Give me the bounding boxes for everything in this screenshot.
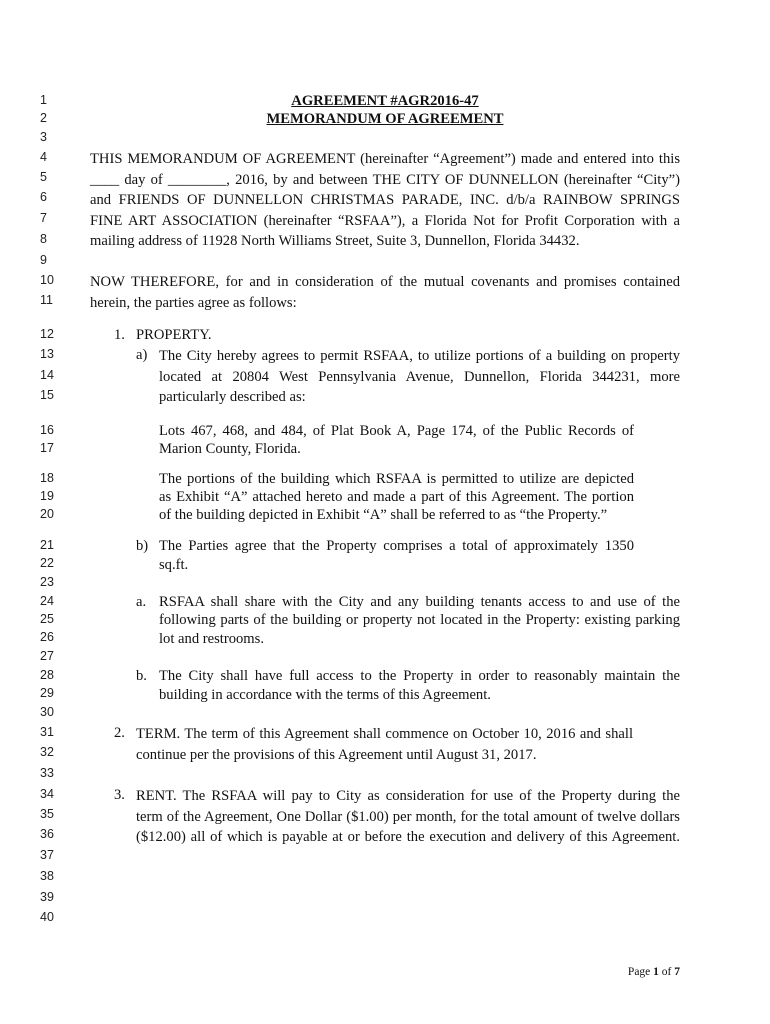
section-1-number: 1.: [114, 327, 125, 343]
intro-line: THIS MEMORANDUM OF AGREEMENT (hereinafter “Agreement”) made and entered into this: [90, 151, 680, 167]
line-number: 33: [40, 766, 54, 780]
line-number: 12: [40, 327, 54, 341]
line-number: 2: [40, 111, 47, 125]
intro-line: ____ day of ________, 2016, by and between THE CITY OF DUNNELLON (hereinafter “City”): [90, 171, 680, 188]
intro-line: mailing address of 11928 North Williams Street, Suite 3, Dunnellon, Florida 34432.: [90, 233, 580, 249]
portions-paragraph: [159, 470, 634, 524]
legal-description: [159, 422, 634, 458]
document-subtitle: MEMORANDUM OF AGREEMENT: [266, 111, 504, 127]
line-number: 19: [40, 489, 54, 503]
line-number: 25: [40, 612, 54, 626]
legal-description-line: Marion County, Florida.: [159, 441, 301, 457]
rent-line: term of the Agreement, One Dollar ($1.00) per month, for the total amount of twelve dollars: [136, 808, 680, 825]
item-b-marker: b): [136, 538, 149, 554]
term-line: TERM. The term of this Agreement shall commence on October 10, 2016 and shall: [136, 726, 633, 742]
subitem-b-marker: b.: [136, 668, 147, 684]
portions-line: as Exhibit “A” attached hereto and made a part of this Agreement. The portion: [159, 489, 634, 505]
subitem-b-line: building in accordance with the terms of this Agreement.: [159, 686, 491, 703]
line-number: 14: [40, 368, 54, 382]
section-1-heading: PROPERTY.: [136, 327, 212, 343]
line-number: 30: [40, 705, 54, 719]
page-number: 1: [653, 966, 659, 978]
item-a-marker: a): [136, 347, 148, 363]
line-number: 15: [40, 388, 54, 402]
line-number: 3: [40, 130, 47, 144]
line-number: 16: [40, 423, 54, 437]
line-number: 20: [40, 507, 54, 521]
subitem-b-paragraph: [159, 667, 680, 704]
item-a-line: located at 20804 West Pennsylvania Avenue, Dunnellon, Florida 344231, more: [159, 368, 680, 385]
page-word: Page: [627, 966, 651, 978]
section-2-number: 2.: [114, 725, 125, 741]
line-number: 40: [40, 910, 54, 924]
line-number: 36: [40, 827, 54, 841]
line-number: 8: [40, 232, 47, 246]
item-a-line: particularly described as:: [159, 389, 306, 405]
section-3-number: 3.: [114, 787, 125, 803]
line-number: 5: [40, 170, 47, 184]
subitem-a-line: lot and restrooms.: [159, 630, 264, 647]
item-b-line: The Parties agree that the Property comprises a total of approximately 1350: [159, 538, 634, 554]
of-word: of: [661, 966, 672, 978]
item-b-paragraph: [159, 537, 634, 574]
line-number: 9: [40, 253, 47, 267]
line-number: 32: [40, 745, 54, 759]
intro-line: FINE ART ASSOCIATION (hereinafter “RSFAA”), a Florida Not for Profit Corporation with a: [90, 212, 680, 229]
portions-line: The portions of the building which RSFAA is permitted to utilize are depicted: [159, 471, 634, 487]
line-number: 28: [40, 668, 54, 682]
line-number: 31: [40, 725, 54, 739]
line-number: 4: [40, 150, 47, 164]
line-number: 11: [40, 293, 53, 307]
line-number: 1: [40, 93, 47, 107]
line-number: 39: [40, 890, 54, 904]
item-a-line: The City hereby agrees to permit RSFAA, to utilize portions of a building on property: [159, 348, 680, 364]
subitem-a-marker: a.: [136, 594, 147, 610]
now-therefore-paragraph: [90, 272, 680, 313]
term-paragraph: [136, 724, 633, 765]
line-number: 23: [40, 575, 54, 589]
subitem-a-paragraph: [159, 593, 680, 648]
line-number: 37: [40, 848, 54, 862]
intro-paragraph: [90, 149, 680, 252]
intro-line: and FRIENDS OF DUNNELLON CHRISTMAS PARADE, INC. d/b/a RAINBOW SPRINGS: [90, 192, 680, 208]
subitem-a-line: RSFAA shall share with the City and any building tenants access to and use of the: [159, 594, 680, 610]
term-line: continue per the provisions of this Agreement until August 31, 2017.: [136, 746, 537, 763]
line-number: 26: [40, 630, 54, 644]
now-line: herein, the parties agree as follows:: [90, 294, 297, 311]
portions-line: of the building depicted in Exhibit “A” shall be referred to as “the Property.”: [159, 507, 608, 523]
line-number: 38: [40, 869, 54, 883]
line-number: 27: [40, 649, 54, 663]
page-total: 7: [674, 966, 680, 978]
page-footer: [600, 966, 680, 978]
line-number: 35: [40, 807, 54, 821]
line-number: 18: [40, 471, 54, 485]
line-number: 21: [40, 538, 54, 552]
subitem-a-line: following parts of the building or property not located in the Property: existing parking: [159, 612, 680, 629]
legal-description-line: Lots 467, 468, and 484, of Plat Book A, Page 174, of the Public Records of: [159, 423, 634, 439]
item-b-line: sq.ft.: [159, 556, 189, 573]
line-number: 17: [40, 441, 54, 455]
rent-line: RENT. The RSFAA will pay to City as consideration for use of the Property during the: [136, 788, 680, 804]
subitem-b-line: The City shall have full access to the Property in order to reasonably maintain the: [159, 668, 680, 684]
line-number: 24: [40, 594, 54, 608]
line-number: 29: [40, 686, 54, 700]
now-line: NOW THEREFORE, for and in consideration of the mutual covenants and promises contained: [90, 274, 680, 290]
rent-line: ($12.00) all of which is payable at or before the execution and delivery of this Agreement.: [136, 829, 680, 845]
document-title: AGREEMENT #AGR2016-47: [291, 93, 479, 109]
rent-paragraph: [136, 786, 680, 848]
line-number: 22: [40, 556, 54, 570]
line-number: 10: [40, 273, 54, 287]
line-number: 13: [40, 347, 54, 361]
line-number: 34: [40, 787, 54, 801]
item-a-paragraph: [159, 346, 680, 408]
line-number: 6: [40, 190, 47, 204]
line-number: 7: [40, 211, 47, 225]
